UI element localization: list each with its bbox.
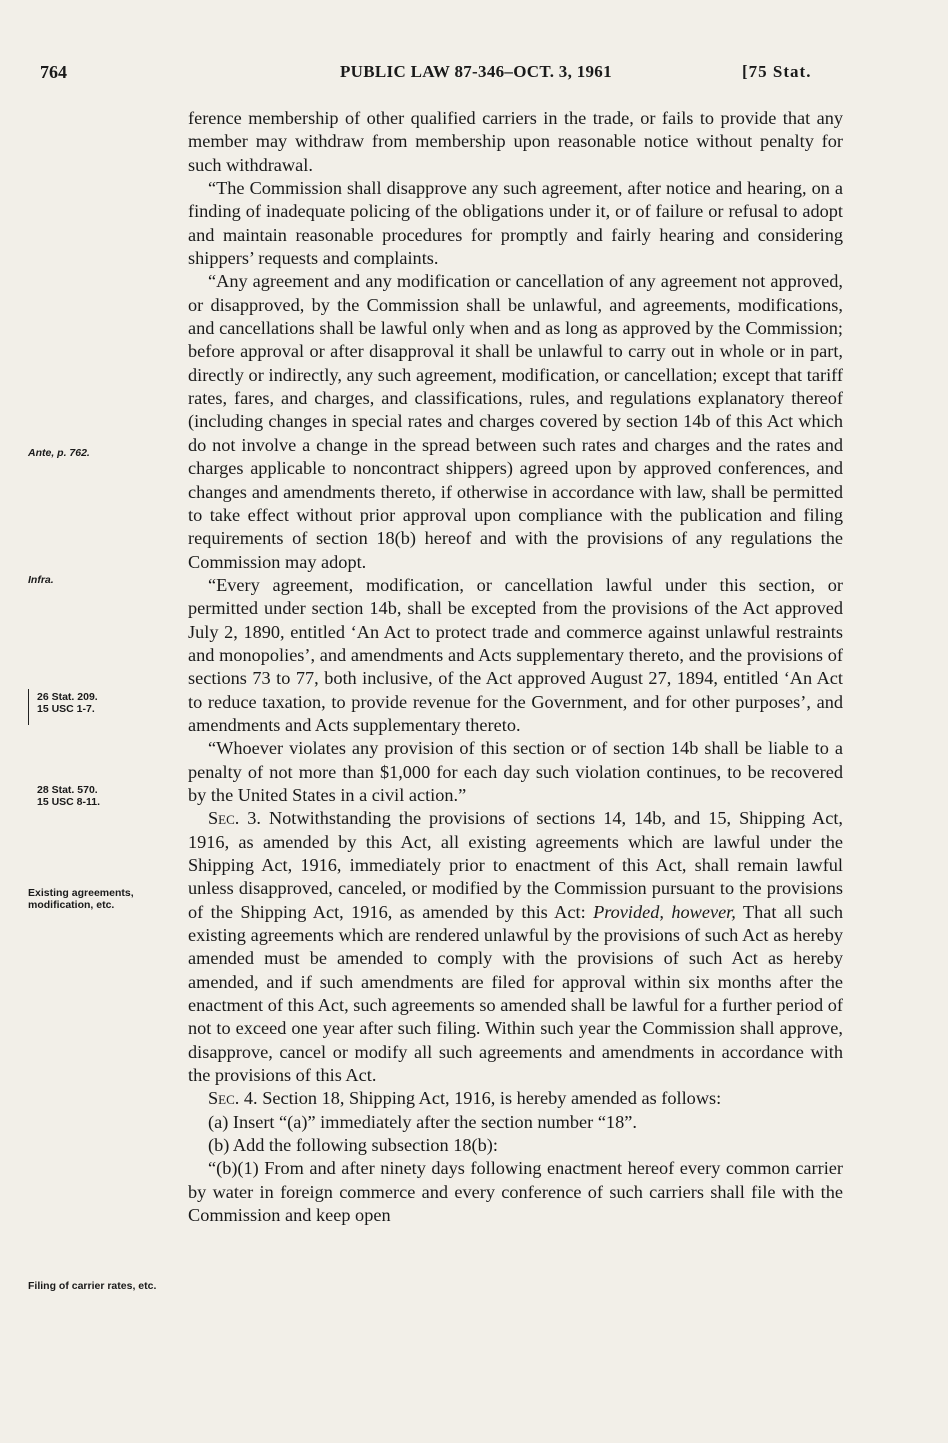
- section-3-text: Notwithstanding the provisions of sections 14, 14b, and 15, Shipping Act, 1916, as amended by this Act, all existing agreements which are lawful under the Shipping Act, 1916, immediately prior to enactment of this Act, shall remain lawful unless disapproved, canceled, or modified by the Commission pursuant to the provisions of the Shipping Act, 1916, as amended by this Act:: [188, 808, 843, 922]
- section-4-subsection-b1: “(b)(1) From and after ninety days following enactment hereof every common carrier by water in foreign commerce and every conference of such carriers shall file with the Commission and keep open: [188, 1158, 843, 1226]
- margin-note-stat-570: [37, 784, 189, 808]
- margin-note-stat-209: [37, 691, 189, 715]
- margin-note-stat-209-line1: 26 Stat. 209.: [37, 691, 98, 703]
- margin-note-stat-570-line2: 15 USC 8-11.: [37, 796, 101, 808]
- paragraph-disapproval: “The Commission shall disapprove any such agreement, after notice and hearing, on a finding of inadequate policing of the obligations under it, or of failure or refusal to adopt and maintain reasonable procedures for promptly and fairly hearing and considering shippers’ requests and complaints.: [188, 178, 843, 269]
- margin-note-ante: Ante, p. 762.: [28, 447, 90, 459]
- paragraph-continuation: ference membership of other qualified carriers in the trade, or fails to provide that any member may withdraw from membership upon reasonable notice without penalty for such withdrawal.: [188, 108, 843, 175]
- section-3-text-cont: That all such existing agreements which are rendered unlawful by the provisions of such Act as hereby amended must be amended to comply with the provisions of such Act as hereby amended, and if such amendments are filed for approval within six months after the enactment of this Act, such agreements so amended shall be lawful for a further period of not to exceed one year after such filing. Within such year the Commission shall approve, disapprove, cancel or modify all such agreements and amendments in accordance with the provisions of this Act.: [188, 901, 843, 1086]
- section-4-text: Section 18, Shipping Act, 1916, is hereby amended as follows:: [257, 1088, 722, 1109]
- margin-note-existing-agreements: Existing agreements, modification, etc.: [28, 887, 134, 911]
- section-3: [188, 807, 843, 1087]
- margin-note-stat-209-line2: 15 USC 1-7.: [37, 703, 95, 715]
- volume-reference: [75 Stat.: [742, 62, 812, 81]
- margin-note-filing-of-carrier-rates: Filing of carrier rates, etc.: [28, 1280, 157, 1292]
- section-4-label: Sec. 4.: [208, 1088, 258, 1109]
- section-3-label: Sec. 3.: [208, 808, 262, 829]
- margin-note-infra: Infra.: [28, 574, 54, 586]
- paragraph-penalty: “Whoever violates any provision of this section or of section 14b shall be liable to a penalty of not more than $1,000 for each day such violation continues, to be recovered by the United States in a civil action.”: [188, 738, 843, 805]
- statute-body: [188, 107, 843, 1228]
- section-4-item-b: (b) Add the following subsection 18(b):: [208, 1135, 498, 1156]
- running-title: PUBLIC LAW 87-346–OCT. 3, 1961: [340, 62, 612, 81]
- section-4-item-a: (a) Insert “(a)” immediately after the section number “18”.: [208, 1111, 637, 1132]
- margin-bracket: [28, 689, 29, 725]
- margin-note-stat-570-line1: 28 Stat. 570.: [37, 784, 98, 796]
- section-3-proviso: Provided, however,: [593, 901, 736, 922]
- paragraph-antitrust-exception: “Every agreement, modification, or cancellation lawful under this section, or permitted under section 14b, shall be excepted from the provisions of the Act approved July 2, 1890, entitled ‘An Act to protect trade and commerce against unlawful restraints and monopolies’, and amendments and Acts supplementary thereto, and the provisions of sections 73 to 77, both inclusive, of the Act approved August 27, 1894, entitled ‘An Act to reduce taxation, to provide revenue for the Government, and for other purposes’, and amendments and Acts supplementary thereto.: [188, 574, 843, 735]
- paragraph-approval: “Any agreement and any modification or cancellation of any agreement not approved, or disapproved, by the Commission shall be unlawful, and agreements, modifications, and cancellations shall be lawful only when and as long as approved by the Commission; before approval or after disapproval it shall be unlawful to carry out in whole or in part, directly or indirectly, any such agreement, modification, or cancellation; except that tariff rates, fares, and charges, and classifications, rules, and regulations explanatory thereof (including changes in special rates and charges covered by section 14b of this Act which do not involve a change in the spread between such rates and charges and the rates and charges applicable to noncontract shippers) agreed upon by approved conferences, and changes and amendments thereto, if otherwise in accordance with law, shall be permitted to take effect without prior approval upon compliance with the publication and filing requirements of section 18(b) hereof and with the provisions of any regulations the Commission may adopt.: [188, 271, 843, 572]
- section-4: [188, 1087, 843, 1110]
- page-number: 764: [40, 62, 67, 82]
